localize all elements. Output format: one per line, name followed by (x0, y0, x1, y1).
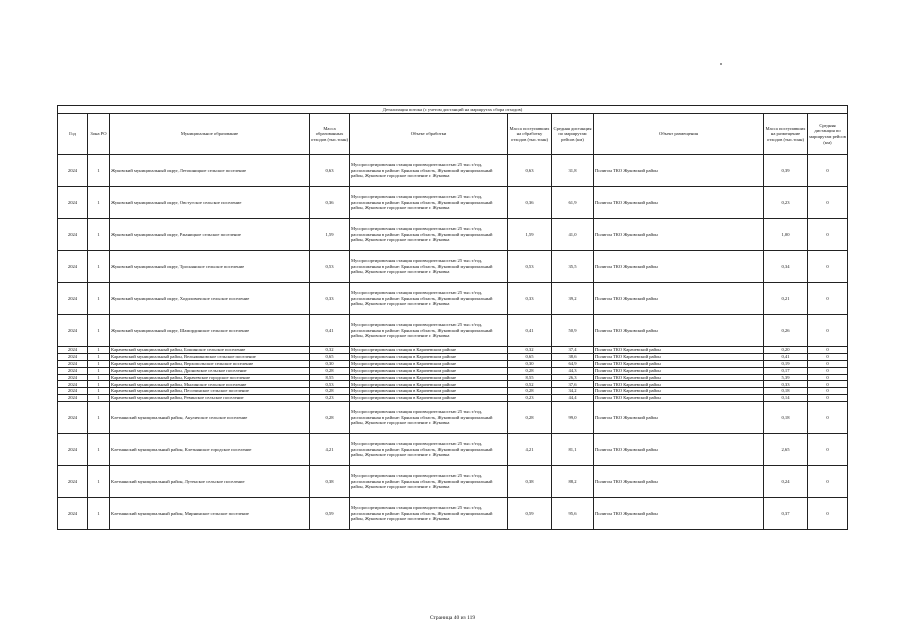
year-cell: 2024 (58, 315, 88, 347)
disposal-mass-cell: 0,34 (764, 251, 808, 283)
mass-cell: 0,59 (310, 498, 350, 530)
year-cell: 2024 (58, 283, 88, 315)
disposal-mass-cell: 0,17 (764, 367, 808, 374)
table-row (58, 347, 848, 354)
disposal-distance-cell: 0 (808, 347, 848, 354)
disposal-distance-cell: 0 (808, 498, 848, 530)
processing-object-cell: Мусоросортировочная станция в Карачевском районе (350, 367, 508, 374)
municipality-cell: Клетнянский муниципальный район, Лутенское сельское поселение (110, 466, 310, 498)
year-cell: 2024 (58, 251, 88, 283)
processing-mass-cell: 0,30 (508, 360, 552, 367)
table-row (58, 434, 848, 466)
distance-cell: 35,5 (552, 251, 594, 283)
municipality-cell: Карачевский муниципальный район, Мылинское сельское поселение (110, 381, 310, 388)
processing-mass-cell: 0,63 (508, 155, 552, 187)
disposal-object-cell: Полигон ТКО Карачевский район (594, 374, 764, 381)
processing-object-cell: Мусоросортировочная станция производительностью 25 тыс.т/год, расположенная в районе: Брянская область, Жуковский муниципальный район, Жуковское городское поселение г. Жуковка (350, 187, 508, 219)
table-row (58, 395, 848, 402)
municipality-cell: Карачевский муниципальный район, Песочинское сельское поселение (110, 388, 310, 395)
disposal-object-cell: Полигон ТКО Карачевский район (594, 367, 764, 374)
year-cell: 2024 (58, 353, 88, 360)
disposal-object-cell: Полигон ТКО Жуковский район (594, 283, 764, 315)
processing-mass-cell: 0,41 (508, 315, 552, 347)
disposal-mass-cell: 0,18 (764, 402, 808, 434)
municipality-cell: Жуковский муниципальный округ, Ржаницкое сельское поселение (110, 219, 310, 251)
zone-cell: 1 (88, 347, 110, 354)
mass-cell: 0,38 (310, 466, 350, 498)
processing-mass-cell: 0,28 (508, 388, 552, 395)
disposal-mass-cell: 0,19 (764, 360, 808, 367)
column-header: Масса образованных отходов (тыс.тонн) (310, 114, 350, 155)
mass-cell: 4,21 (310, 434, 350, 466)
disposal-distance-cell: 0 (808, 353, 848, 360)
year-cell: 2024 (58, 347, 88, 354)
disposal-mass-cell: 0,21 (764, 283, 808, 315)
year-cell: 2024 (58, 187, 88, 219)
disposal-distance-cell: 0 (808, 381, 848, 388)
municipality-cell: Карачевский муниципальный район, Бошинское сельское поселение (110, 347, 310, 354)
processing-object-cell: Мусоросортировочная станция в Карачевском районе (350, 360, 508, 367)
zone-cell: 1 (88, 283, 110, 315)
disposal-object-cell: Полигон ТКО Жуковский район (594, 466, 764, 498)
zone-cell: 1 (88, 155, 110, 187)
column-header: Масса поступивших на размещение отходов (тыс.тонн) (764, 114, 808, 155)
mass-cell: 0,28 (310, 388, 350, 395)
processing-mass-cell: 0,32 (508, 347, 552, 354)
mass-cell: 0,41 (310, 315, 350, 347)
distance-cell: 38,6 (552, 353, 594, 360)
municipality-cell: Клетнянский муниципальный район, Мирнинское сельское поселение (110, 498, 310, 530)
processing-mass-cell: 0,52 (508, 381, 552, 388)
zone-cell: 1 (88, 360, 110, 367)
processing-mass-cell: 0,28 (508, 402, 552, 434)
zone-cell: 1 (88, 251, 110, 283)
page-number: Страница 40 из 119 (429, 615, 476, 621)
disposal-mass-cell: 0,33 (764, 381, 808, 388)
table-body (58, 155, 848, 530)
disposal-mass-cell: 0,14 (764, 395, 808, 402)
zone-cell: 1 (88, 388, 110, 395)
disposal-object-cell: Полигон ТКО Жуковский район (594, 402, 764, 434)
mass-cell: 0,23 (310, 395, 350, 402)
distance-cell: 64,9 (552, 360, 594, 367)
disposal-distance-cell: 0 (808, 219, 848, 251)
zone-cell: 1 (88, 367, 110, 374)
processing-mass-cell: 0,36 (508, 187, 552, 219)
distance-cell: 88,2 (552, 466, 594, 498)
municipality-cell: Карачевский муниципальный район, Ревинское сельское поселение (110, 395, 310, 402)
mass-cell: 0,28 (310, 402, 350, 434)
disposal-object-cell: Полигон ТКО Карачевский район (594, 395, 764, 402)
disposal-distance-cell: 0 (808, 251, 848, 283)
mass-cell: 0,28 (310, 367, 350, 374)
municipality-cell: Жуковский муниципальный округ, Летошницкое сельское поселение (110, 155, 310, 187)
distance-cell: 39,2 (552, 283, 594, 315)
disposal-distance-cell: 0 (808, 374, 848, 381)
column-header: Масса поступивших на обработку отходов (тыс.тонн) (508, 114, 552, 155)
processing-object-cell: Мусоросортировочная станция в Карачевском районе (350, 374, 508, 381)
mass-cell: 0,36 (310, 187, 350, 219)
municipality-cell: Карачевский муниципальный район, Верхополъское сельское поселение (110, 360, 310, 367)
year-cell: 2024 (58, 367, 88, 374)
disposal-distance-cell: 0 (808, 283, 848, 315)
municipality-cell: Жуковский муниципальный округ, Троснянское сельское поселение (110, 251, 310, 283)
table-row (58, 374, 848, 381)
processing-mass-cell: 8,55 (508, 374, 552, 381)
year-cell: 2024 (58, 374, 88, 381)
municipality-cell: Жуковский муниципальный округ, Овстугское сельское поселение (110, 187, 310, 219)
zone-cell: 1 (88, 434, 110, 466)
table-row (58, 402, 848, 434)
zone-cell: 1 (88, 187, 110, 219)
zone-cell: 1 (88, 219, 110, 251)
column-header: Муниципальное образование (110, 114, 310, 155)
zone-cell: 1 (88, 402, 110, 434)
disposal-mass-cell: 2,65 (764, 434, 808, 466)
table-row (58, 353, 848, 360)
disposal-object-cell: Полигон ТКО Жуковский район (594, 315, 764, 347)
zone-cell: 1 (88, 315, 110, 347)
mass-cell: 8,55 (310, 374, 350, 381)
mass-cell: 0,33 (310, 283, 350, 315)
flow-detail-table (57, 105, 848, 530)
distance-cell: 41,0 (552, 219, 594, 251)
table-row (58, 187, 848, 219)
processing-mass-cell: 0,59 (508, 498, 552, 530)
mass-cell: 0,65 (310, 353, 350, 360)
disposal-mass-cell: 0,20 (764, 347, 808, 354)
column-header: Средняя дистанция по маршрутам рейсов (км) (552, 114, 594, 155)
year-cell: 2024 (58, 498, 88, 530)
table-row (58, 381, 848, 388)
table-row (58, 466, 848, 498)
zone-cell: 1 (88, 374, 110, 381)
distance-cell: 99,0 (552, 402, 594, 434)
disposal-object-cell: Полигон ТКО Карачевский район (594, 381, 764, 388)
year-cell: 2024 (58, 402, 88, 434)
disposal-mass-cell: 0,23 (764, 187, 808, 219)
year-cell: 2024 (58, 360, 88, 367)
disposal-distance-cell: 0 (808, 367, 848, 374)
year-cell: 2024 (58, 388, 88, 395)
table-row (58, 367, 848, 374)
table-row (58, 283, 848, 315)
disposal-mass-cell: 0,41 (764, 353, 808, 360)
disposal-object-cell: Полигон ТКО Жуковский район (594, 434, 764, 466)
processing-object-cell: Мусоросортировочная станция производительностью 25 тыс.т/год, расположенная в районе: Брянская область, Жуковский муниципальный район, Жуковское городское поселение г. Жуковка (350, 315, 508, 347)
municipality-cell: Жуковский муниципальный округ, Шамординское сельское поселение (110, 315, 310, 347)
processing-object-cell: Мусоросортировочная станция производительностью 25 тыс.т/год, расположенная в районе: Брянская область, Жуковский муниципальный район, Жуковское городское поселение г. Жуковка (350, 219, 508, 251)
disposal-object-cell: Полигон ТКО Карачевский район (594, 388, 764, 395)
table-row (58, 360, 848, 367)
disposal-object-cell: Полигон ТКО Карачевский район (594, 360, 764, 367)
scan-speck (720, 63, 722, 65)
disposal-object-cell: Полигон ТКО Карачевский район (594, 347, 764, 354)
processing-object-cell: Мусоросортировочная станция в Карачевском районе (350, 388, 508, 395)
zone-cell: 1 (88, 353, 110, 360)
processing-object-cell: Мусоросортировочная станция в Карачевском районе (350, 381, 508, 388)
processing-object-cell: Мусоросортировочная станция производительностью 25 тыс.т/год, расположенная в районе: Брянская область, Жуковский муниципальный район, Жуковское городское поселение г. Жуковка (350, 283, 508, 315)
municipality-cell: Жуковский муниципальный округ, Ходиловичское сельское поселение (110, 283, 310, 315)
zone-cell: 1 (88, 498, 110, 530)
column-header: Год (58, 114, 88, 155)
disposal-distance-cell: 0 (808, 466, 848, 498)
distance-cell: 50,9 (552, 315, 594, 347)
year-cell: 2024 (58, 155, 88, 187)
zone-cell: 1 (88, 466, 110, 498)
table-row (58, 219, 848, 251)
disposal-distance-cell: 0 (808, 315, 848, 347)
processing-object-cell: Мусоросортировочная станция производительностью 25 тыс.т/год, расположенная в районе: Брянская область, Жуковский муниципальный район, Жуковское городское поселение г. Жуковка (350, 434, 508, 466)
table-row (58, 388, 848, 395)
distance-cell: 61,9 (552, 187, 594, 219)
year-cell: 2024 (58, 434, 88, 466)
processing-mass-cell: 0,53 (508, 251, 552, 283)
zone-cell: 1 (88, 395, 110, 402)
disposal-object-cell: Полигон ТКО Жуковский район (594, 498, 764, 530)
disposal-mass-cell: 0,37 (764, 498, 808, 530)
year-cell: 2024 (58, 381, 88, 388)
distance-cell: 44,3 (552, 367, 594, 374)
distance-cell: 34,2 (552, 388, 594, 395)
processing-mass-cell: 1,59 (508, 219, 552, 251)
table-row (58, 155, 848, 187)
disposal-distance-cell: 0 (808, 155, 848, 187)
column-header: Объект размещения (594, 114, 764, 155)
processing-object-cell: Мусоросортировочная станция в Карачевском районе (350, 353, 508, 360)
disposal-mass-cell: 0,18 (764, 388, 808, 395)
table-row (58, 315, 848, 347)
disposal-distance-cell: 0 (808, 187, 848, 219)
distance-cell: 44,4 (552, 395, 594, 402)
disposal-distance-cell: 0 (808, 360, 848, 367)
mass-cell: 0,30 (310, 360, 350, 367)
municipality-cell: Карачевский муниципальный район, Вельяминовское сельское поселение (110, 353, 310, 360)
disposal-object-cell: Полигон ТКО Карачевский район (594, 353, 764, 360)
disposal-distance-cell: 0 (808, 395, 848, 402)
distance-cell: 37,6 (552, 381, 594, 388)
municipality-cell: Клетнянский муниципальный район, Акуличское сельское поселение (110, 402, 310, 434)
disposal-mass-cell: 5,39 (764, 374, 808, 381)
mass-cell: 0,53 (310, 381, 350, 388)
processing-object-cell: Мусоросортировочная станция производительностью 25 тыс.т/год, расположенная в районе: Брянская область, Жуковский муниципальный район, Жуковское городское поселение г. Жуковка (350, 466, 508, 498)
table-title: Детализация потока (с учетом дистанций на маршрутах сбора отходов) (58, 106, 848, 114)
distance-cell: 26,3 (552, 374, 594, 381)
processing-object-cell: Мусоросортировочная станция производительностью 25 тыс.т/год, расположенная в районе: Брянская область, Жуковский муниципальный район, Жуковское городское поселение г. Жуковка (350, 251, 508, 283)
distance-cell: 37,4 (552, 347, 594, 354)
processing-mass-cell: 0,65 (508, 353, 552, 360)
processing-object-cell: Мусоросортировочная станция в Карачевском районе (350, 347, 508, 354)
municipality-cell: Карачевский муниципальный район, Дроновское сельское поселение (110, 367, 310, 374)
processing-mass-cell: 0,38 (508, 466, 552, 498)
mass-cell: 0,53 (310, 251, 350, 283)
disposal-distance-cell: 0 (808, 388, 848, 395)
mass-cell: 0,63 (310, 155, 350, 187)
disposal-object-cell: Полигон ТКО Жуковский район (594, 219, 764, 251)
disposal-mass-cell: 0,26 (764, 315, 808, 347)
disposal-object-cell: Полигон ТКО Жуковский район (594, 155, 764, 187)
disposal-mass-cell: 0,39 (764, 155, 808, 187)
column-header: Объект обработки (350, 114, 508, 155)
processing-object-cell: Мусоросортировочная станция производительностью 25 тыс.т/год, расположенная в районе: Брянская область, Жуковский муниципальный район, Жуковское городское поселение г. Жуковка (350, 498, 508, 530)
year-cell: 2024 (58, 219, 88, 251)
processing-mass-cell: 0,23 (508, 395, 552, 402)
processing-mass-cell: 0,33 (508, 283, 552, 315)
zone-cell: 1 (88, 381, 110, 388)
disposal-mass-cell: 0,24 (764, 466, 808, 498)
distance-cell: 95,6 (552, 498, 594, 530)
processing-object-cell: Мусоросортировочная станция производительностью 25 тыс.т/год, расположенная в районе: Брянская область, Жуковский муниципальный район, Жуковское городское поселение г. Жуковка (350, 155, 508, 187)
processing-object-cell: Мусоросортировочная станция в Карачевском районе (350, 395, 508, 402)
mass-cell: 1,59 (310, 219, 350, 251)
disposal-object-cell: Полигон ТКО Жуковский район (594, 251, 764, 283)
processing-mass-cell: 0,28 (508, 367, 552, 374)
municipality-cell: Карачевский муниципальный район, Карачевское городское поселение (110, 374, 310, 381)
column-header: Зона РО (88, 114, 110, 155)
distance-cell: 81,1 (552, 434, 594, 466)
disposal-distance-cell: 0 (808, 402, 848, 434)
year-cell: 2024 (58, 466, 88, 498)
disposal-distance-cell: 0 (808, 434, 848, 466)
disposal-object-cell: Полигон ТКО Жуковский район (594, 187, 764, 219)
year-cell: 2024 (58, 395, 88, 402)
processing-mass-cell: 4,21 (508, 434, 552, 466)
processing-object-cell: Мусоросортировочная станция производительностью 25 тыс.т/год, расположенная в районе: Брянская область, Жуковский муниципальный район, Жуковское городское поселение г. Жуковка (350, 402, 508, 434)
municipality-cell: Клетнянский муниципальный район, Клетнянское городское поселение (110, 434, 310, 466)
column-header: Средняя дистанция по маршрутам рейсов (км) (808, 114, 848, 155)
disposal-mass-cell: 1,00 (764, 219, 808, 251)
table-row (58, 498, 848, 530)
table-row (58, 251, 848, 283)
mass-cell: 0,32 (310, 347, 350, 354)
distance-cell: 31,8 (552, 155, 594, 187)
header-row (58, 114, 848, 155)
